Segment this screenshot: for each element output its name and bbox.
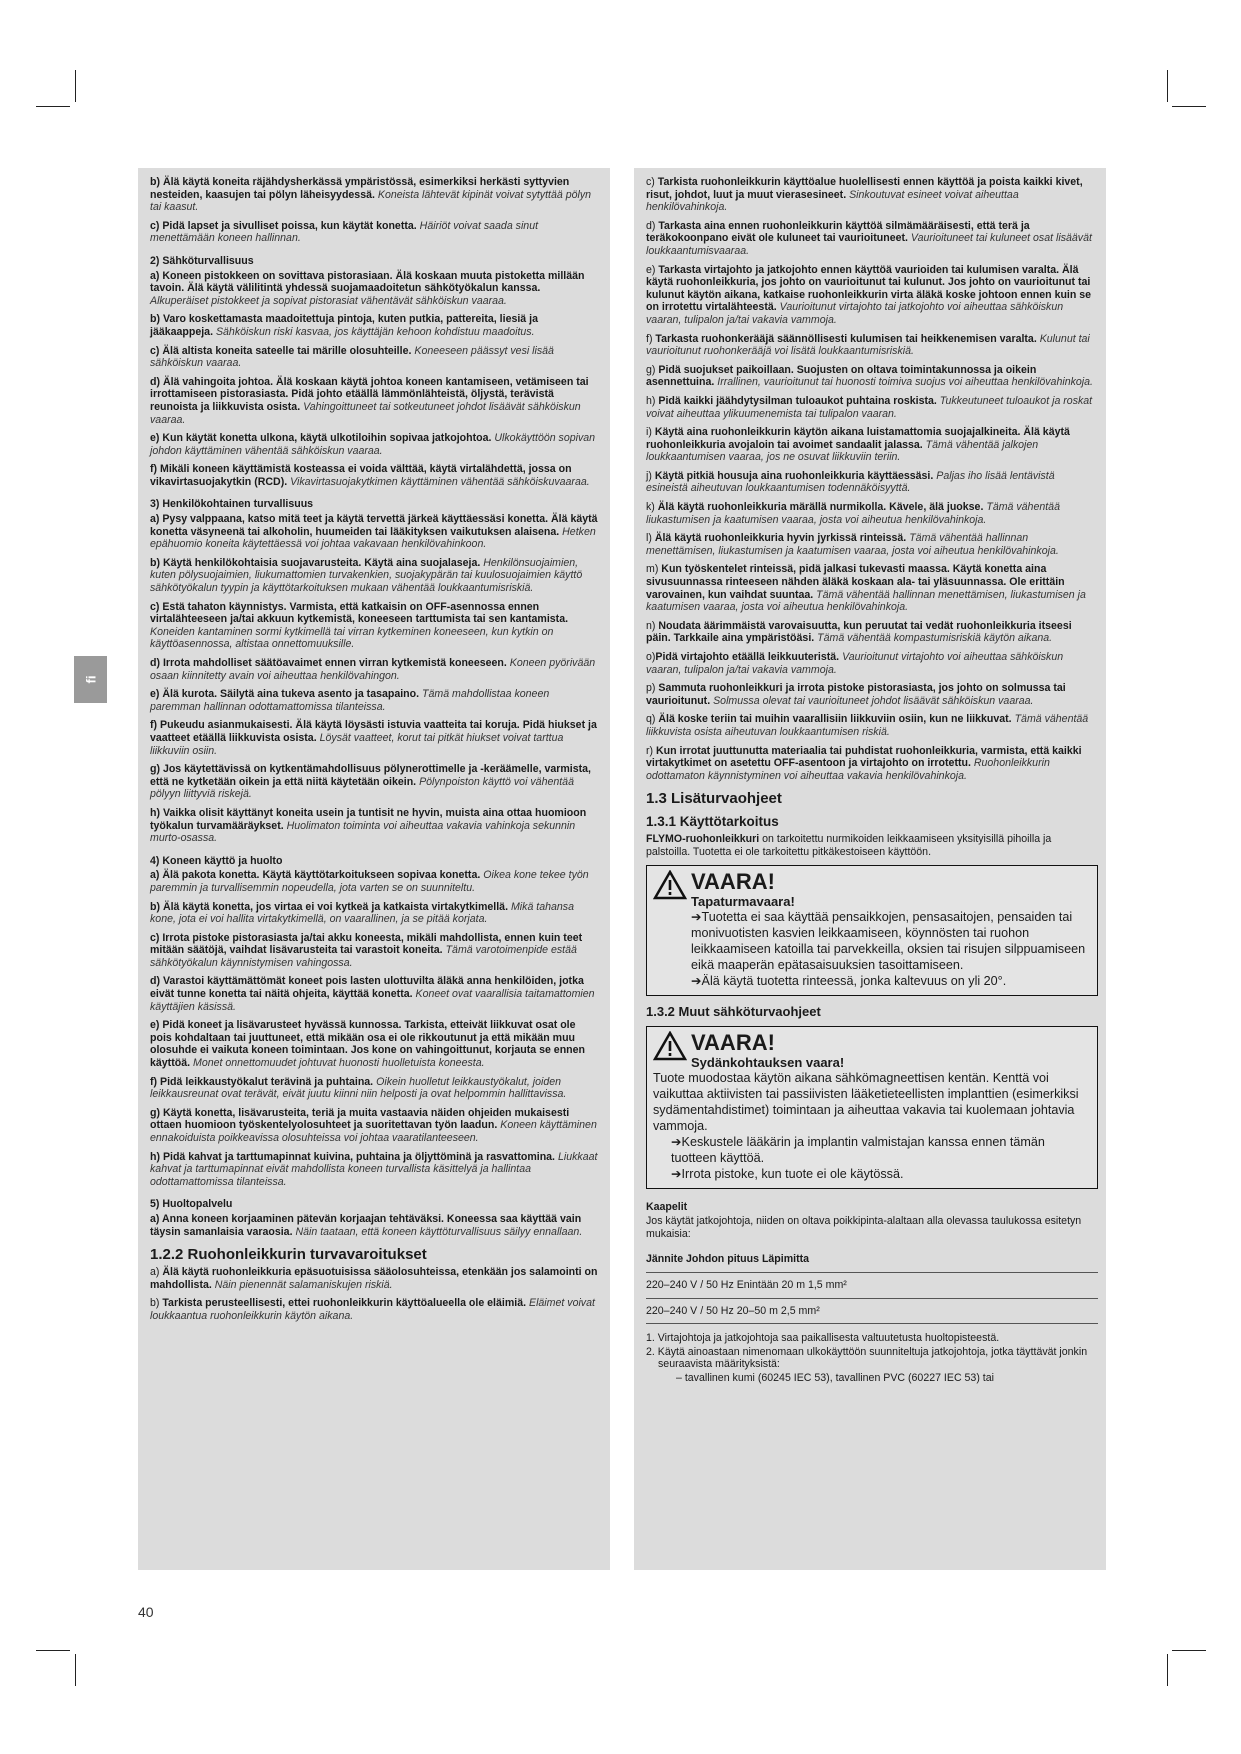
item-reason: Tämä vähentää liukastumisen ja kaatumisen vaaraa, josta voi aiheutua henkilövahinkoja. <box>646 501 1060 526</box>
item-rule: b) Varo koskettamasta maadoitettuja pintoja, kuten putkia, pattereita, liesiä ja jääkaappeja. <box>150 313 538 338</box>
item-rule: f) Pukeudu asianmukaisesti. Älä käytä löysästi istuvia vaatteita tai koruja. Pidä hiukset ja vaatteet etäällä liikkuvista osista. <box>150 719 597 744</box>
item-letter: b) <box>150 1297 163 1310</box>
safety-item <box>150 1151 598 1189</box>
safety-item <box>150 270 598 308</box>
warning-subtitle: Sydänkohtauksen vaara! <box>691 1054 845 1070</box>
safety-item <box>150 557 598 595</box>
item-letter: g) <box>646 363 659 376</box>
safety-item <box>150 313 598 338</box>
crop-mark <box>75 70 76 102</box>
item-rule: d) Älä vahingoita johtoa. Älä koskaan käytä johtoa koneen kantamiseen, vetämiseen tai irrottamiseen pistorasiasta. Pidä johto etäällä lämmönlähteistä, öljystä, terävistä reunoista ja liikkuvista osista. <box>150 375 589 413</box>
safety-item <box>150 869 598 894</box>
safety-item <box>646 176 1098 214</box>
safety-item <box>150 463 598 488</box>
item-letter: i) <box>646 426 655 439</box>
item-rule: Sammuta ruohonleikkuri ja irrota pistoke pistorasiasta, jos johto on solmussa tai vaurioitunut. <box>646 682 1066 707</box>
item-rule: c) Irrota pistoke pistorasiasta ja/tai akku koneesta, mikäli mahdollista, ennen kuin teet mitään säätöjä, vaihdat lisävarusteita tai varastoit koneita. <box>150 931 583 957</box>
item-reason: Tämä varotoimenpide estää sähkötyökalun käynnistymisen vahingossa. <box>150 944 577 969</box>
item-reason: Koneen käyttäminen ennakoiduista poikkeavissa olosuhteissa voi johtaa vaaratilanteeseen. <box>150 1119 597 1144</box>
crop-mark <box>75 1654 76 1686</box>
page-number: 40 <box>138 1604 154 1620</box>
safety-item <box>646 532 1098 557</box>
item-reason: Pölynpoiston käyttö voi vähentää pölyyn liittyviä riskejä. <box>150 775 574 801</box>
table-row: 220–240 V / 50 Hz 20–50 m 2,5 mm² <box>646 1298 1098 1324</box>
item-reason: Tämä vähentää liikkuvista osista aiheutuvan loukkaantumisen riskiä. <box>646 713 1089 738</box>
item-rule: Käytä pitkiä housuja aina ruohonleikkuria käyttäessäsi. <box>654 469 934 482</box>
safety-item <box>150 1076 598 1101</box>
item-letter: j) <box>646 469 655 482</box>
item-rule: e) Pidä koneet ja lisävarusteet hyvässä kunnossa. Tarkista, etteivät liikkuvat osat ole pois kohdaltaan tai juuttuneet, että mikään osa ei ole rikkoutunut ja että mikään muu olosuhde ei vaikuta koneen toimintaan. Jos kone on vahingoittunut, korjauta se ennen käyttöä. <box>150 1019 586 1070</box>
item-reason: Ulkokäyttöön sopivan johdon käyttäminen vähentää sähköiskun vaaraa. <box>150 432 596 457</box>
item-reason: Henkilönsuojaimien, kuten pölysuojaimien, liukumattomien turvakenkien, suojakypärän tai kuulosuojaimien käyttö sähkötyökalun tyypin ja käyttötarkoituksen mukaan vähentää loukkaantumisriskiä. <box>150 556 583 595</box>
crop-mark <box>1167 1654 1168 1686</box>
item-reason: Alkuperäiset pistokkeet ja sopivat pistorasiat vähentävät sähköiskun vaaraa. <box>150 294 507 307</box>
item-rule: b) Älä käytä koneita räjähdysherkässä ympäristössä, esimerkiksi herkästi syttyvien nesteiden, kaasujen tai pölyn läheisyydessä. <box>150 176 570 201</box>
safety-item <box>150 432 598 457</box>
table-header: Jännite Johdon pituus Läpimitta <box>646 1250 1098 1272</box>
warning-header <box>653 870 1091 909</box>
safety-item <box>150 1297 598 1322</box>
item-letter: q) <box>646 713 659 726</box>
item-reason: Koneet ovat vaarallisia taitamattomien käyttäjien käsissä. <box>150 988 595 1013</box>
safety-item <box>646 264 1098 327</box>
item-rule: e) Älä kurota. Säilytä aina tukeva asento ja tasapaino. <box>150 688 420 701</box>
crop-mark <box>1172 1650 1206 1651</box>
safety-item <box>150 719 598 757</box>
item-rule: Pidä virtajohto etäällä leikkuuteristä. <box>655 651 840 663</box>
safety-item <box>150 376 598 426</box>
item-letter: c) <box>646 176 658 188</box>
safety-item <box>150 763 598 801</box>
item-rule: a) Koneen pistokkeen on sovittava pistorasiaan. Älä koskaan muuta pistoketta millään tavoin. Älä käytä välilitintä yhdessä suojamaadoitetun sähkötyökalun kanssa. <box>150 269 585 295</box>
safety-item <box>150 932 598 970</box>
subheading: 3) Henkilökohtainen turvallisuus <box>150 498 314 511</box>
item-reason: Paljas iho lisää lentävistä esineistä aiheutuvan loukkaantumisen todennäköisyyttä. <box>646 469 1055 495</box>
item-rule: g) Käytä konetta, lisävarusteita, teriä ja muita vastaavia näiden ohjeiden mukaisesti ottaen huomioon työskentelyolosuhteet ja suoritettavan työn laadun. <box>150 1106 570 1132</box>
safety-item <box>646 364 1098 389</box>
item-rule: Pidä kaikki jäähdytysilman tuloaukot puhtaina roskista. <box>658 394 937 407</box>
item-reason: Häiriöt voivat saada sinut menettämään koneen hallinnan. <box>150 219 539 245</box>
item-reason: Kulunut tai vaurioitunut ruohonkerääjä voi lisätä loukkaantumisriskiä. <box>646 332 1090 358</box>
item-rule: Noudata äärimmäistä varovaisuutta, kun peruutat tai vedät ruohonleikkuria itseesi päin. Tarkkaile aina ympäristöäsi. <box>646 619 1072 645</box>
safety-item <box>150 601 598 651</box>
item-reason: Tämä vähentää jalkojen loukkaantumisen vaaraa, jos ne osuvat liikkuviin teriin. <box>646 438 1039 464</box>
safety-item <box>646 333 1098 358</box>
item-reason: Koneista lähtevät kipinät voivat sytyttää pölyn tai kaasut. <box>150 188 592 214</box>
warning-body <box>653 1070 1091 1182</box>
item-reason: Oikea kone tekee työn paremmin ja turvallisemmin nopeudella, jota varten se on suunniteltu. <box>150 869 589 894</box>
safety-item <box>646 620 1098 645</box>
item-rule: e) Kun käytät konetta ulkona, käytä ulkotiloihin sopivaa jatkojohtoa. <box>150 432 492 445</box>
note-item: – tavallinen kumi (60245 IEC 53), tavallinen PVC (60227 IEC 53) tai <box>676 1371 994 1384</box>
item-letter: h) <box>646 394 659 407</box>
safety-item <box>150 688 598 713</box>
item-rule: Tarkista ruohonleikkurin käyttöalue huolellisesti ennen käyttöä ja poista kaikki kivet, risut, johdot, luut ja muut vierasesineet. <box>646 176 1083 201</box>
item-reason: Irrallinen, vaurioitunut tai huonosti toimiva suojus voi aiheuttaa henkilövahinkoja. <box>717 376 1093 389</box>
table-row: 220–240 V / 50 Hz Enintään 20 m 1,5 mm² <box>646 1272 1098 1298</box>
item-reason: Sinkoutuvat esineet voivat aiheuttaa henkilövahinkoja. <box>646 188 1019 214</box>
item-reason: Monet onnettomuudet johtuvat huonosti huolletuista koneesta. <box>193 1057 485 1070</box>
safety-item <box>646 395 1098 420</box>
item-reason: Tämä vähentää kompastumisriskiä käytön aikana. <box>817 632 1053 645</box>
item-rule: Pidä suojukset paikoillaan. Suojusten on oltava toimintakunnossa ja oikein asennettuina. <box>646 363 1037 389</box>
crop-mark <box>1167 70 1168 102</box>
note-item: 2. Käytä ainoastaan nimenomaan ulkokäyttöön suunniteltuja jatkojohtoja, jotka täyttävät jonkin seuraavista määrityksistä: <box>646 1345 1088 1371</box>
warning-body <box>653 909 1091 989</box>
safety-item <box>150 807 598 845</box>
warning-item: ➔Älä käytä tuotetta rinteessä, jonka kaltevuus on yli 20°. <box>691 973 1007 988</box>
safety-item <box>150 657 598 682</box>
item-rule: Älä koske teriin tai muihin vaarallisiin liikkuviin osiin, kun ne liikkuvat. <box>658 713 1012 726</box>
item-reason: Koneeseen päässyt vesi lisää sähköiskun vaaraa. <box>150 344 554 370</box>
safety-item <box>150 901 598 926</box>
subheading: 2) Sähköturvallisuus <box>150 254 254 267</box>
warning-triangle-icon <box>653 870 687 900</box>
item-letter: e) <box>646 263 659 276</box>
warning-item: ➔Tuotetta ei saa käyttää pensaikkojen, pensasaitojen, pensaiden tai monivuotisten kasvien leikkaamiseen, köynnösten tai ruohon leikkaamiseen katoilla tai parvekkeilla, oksien tai risujen silppuamiseen eikä maaperän epätasaisuuksien tasoittamiseen. <box>691 909 1086 972</box>
item-rule: b) Käytä henkilökohtaisia suojavarusteita. Käytä aina suojalaseja. <box>150 556 481 569</box>
item-reason: Hetken epähuomio koneita käytettäessä voi johtaa vakavaan henkilövahinkoon. <box>150 525 596 551</box>
item-rule: Älä käytä ruohonleikkuria epäsuotuisissa sääolosuhteissa, etenkään jos salamointi on mahdollista. <box>150 1266 598 1291</box>
item-rule: Älä käytä ruohonleikkuria hyvin jyrkissä rinteissä. <box>654 532 907 545</box>
language-tab <box>74 656 107 703</box>
safety-item <box>646 470 1098 495</box>
item-reason: Vaurioituneet tai kuluneet osat lisäävät loukkaantumisvaaraa. <box>646 232 1092 257</box>
note-item: 1. Virtajohtoja ja jatkojohtoja saa paikallisesta valtuutetusta huoltopisteestä. <box>646 1332 1000 1345</box>
item-letter: k) <box>646 501 658 514</box>
item-rule: Älä käytä ruohonleikkuria märällä nurmikolla. Kävele, älä juokse. <box>657 501 984 514</box>
safety-item <box>150 513 598 551</box>
item-reason: Solmussa olevat tai vaurioituneet johdot lisäävät sähköiskun vaaraa. <box>713 694 1034 707</box>
crop-mark <box>1172 106 1206 107</box>
item-reason: Koneiden kantaminen sormi kytkimellä tai virran kytkeminen koneeseen, kun kytkin on käyttöasennossa, altistaa onnettomuuksille. <box>150 625 554 651</box>
safety-item <box>646 501 1098 526</box>
item-reason: Tämä vähentää hallinnan menettämisen, liukastumisen ja kaatumisen vaaraa, josta voi aiheutua henkilövahinkoja. <box>646 588 1086 614</box>
warning-item: ➔Keskustele lääkärin ja implantin valmistajan kanssa ennen tämän tuotteen käyttöä. <box>671 1134 1045 1165</box>
item-rule: f) Pidä leikkaustyökalut terävinä ja puhtaina. <box>150 1075 374 1088</box>
item-reason: Näin taataan, että koneen käyttöturvallisuus säilyy ennallaan. <box>295 1225 583 1238</box>
warning-triangle-icon <box>653 1031 687 1061</box>
item-reason: Oikein huolletut leikkaustyökalut, joiden leikkausreunat ovat terävät, eivät juutu kiinni niin helposti ja ovat helpommin hallittavissa. <box>150 1075 567 1101</box>
item-reason: Vikavirtasuojakytkimen käyttäminen vähentää sähköiskuvaaraa. <box>290 475 590 488</box>
warning-header <box>653 1031 1091 1070</box>
item-rule: Kun työskentelet rinteissä, pidä jalkasi tukevasti maassa. Käytä konetta aina sivusuunnassa rinteeseen nähden äläkä koskaan ala- tai yläsuunnassa. Ole erittäin varovainen, kun vaihdat suuntaa. <box>646 563 1065 601</box>
item-letter: n) <box>646 619 659 632</box>
cables-text: Jos käytät jatkojohtoja, niiden on oltava poikkipinta-alaltaan alla olevassa taulukossa esitetyn mukaisia: <box>646 1215 1082 1240</box>
item-rule: c) Älä altista koneita sateelle tai märille olosuhteille. <box>150 344 412 357</box>
item-rule: d) Irrota mahdolliset säätöavaimet ennen virran kytkemistä koneeseen. <box>150 657 507 669</box>
safety-item <box>646 651 1098 676</box>
safety-item <box>150 345 598 370</box>
crop-mark <box>36 106 70 107</box>
item-reason: Vahingoittuneet tai sotkeutuneet johdot lisäävät sähköiskun vaaraa. <box>150 400 581 426</box>
warning-subtitle: Tapaturmavaara! <box>691 893 795 909</box>
item-rule: Tarkasta virtajohto ja jatkojohto ennen käyttöä vaurioiden tai kulumisen varalta. Älä käytä ruohonleikkuria, jos johto on vaurioitunut tai kulunut. Jos johto on vaurioitunut tai kulunut käytön aikana, katkaise ruohonleikkurin virta äläkä koske johtoon ennen kuin se on irrotettu virtalähteestä. <box>646 263 1092 314</box>
item-letter: a) <box>150 1266 163 1279</box>
item-reason: Tämä mahdollistaa koneen paremman hallinnan odottamattomissa tilanteissa. <box>150 688 550 713</box>
cables-title: Kaapelit <box>646 1200 688 1213</box>
item-reason: Ruohonleikkurin odottamaton käynnistyminen voi aiheuttaa vakavia henkilövahinkoja. <box>646 757 1050 782</box>
item-letter: r) <box>646 744 656 757</box>
item-reason: Löysät vaatteet, korut tai pitkät hiukset voivat tarttua liikkuviin osiin. <box>150 731 564 757</box>
section-title: 1.3 Lisäturvaohjeet <box>646 790 782 808</box>
item-rule: Tarkasta ruohonkerääjä säännöllisesti kulumisen tai heikkenemisen varalta. <box>655 332 1037 345</box>
notes-list <box>646 1332 1098 1384</box>
subsection-title: 1.3.1 Käyttötarkoitus <box>646 814 779 830</box>
subheading: 5) Huoltopalvelu <box>150 1198 233 1211</box>
item-letter: d) <box>646 219 659 232</box>
safety-item <box>646 426 1098 464</box>
section-title: 1.2.2 Ruohonleikkurin turvavaroitukset <box>150 1246 427 1264</box>
item-rule: h) Pidä kahvat ja tarttumapinnat kuivina, puhtaina ja öljyttöminä ja rasvattomina. <box>150 1150 556 1163</box>
safety-item <box>646 713 1098 738</box>
item-rule: g) Jos käytettävissä on kytkentämahdollisuus pölynerottimelle ja -keräämelle, varmista, että ne kytketään oikein ja että niitä käytetään oikein. <box>150 763 591 788</box>
item-reason: Vaurioitunut virtajohto voi aiheuttaa sähköiskun vaaran, tulipalon ja/tai vakavia vammoja. <box>646 651 1064 676</box>
item-reason: Tukkeutuneet tuloaukot ja roskat voivat aiheuttaa ylikuumenemista tai tulipalon vaaran. <box>646 394 1093 420</box>
item-rule: c) Estä tahaton käynnistys. Varmista, että katkaisin on OFF-asennossa ennen virtalähteeseen ja/tai akkuun kytkemistä, koneeseen tarttumista tai sen kantamista. <box>150 600 569 626</box>
item-rule: Käytä aina ruohonleikkurin käytön aikana luistamattomia suojajalkineita. Älä käytä ruohonleikkuria avojaloin tai avoimet sandaalit jalassa. <box>646 426 1070 451</box>
item-letter: l) <box>646 532 655 545</box>
safety-item <box>150 1266 598 1291</box>
right-column <box>634 168 1106 1570</box>
safety-item <box>150 176 598 214</box>
item-letter: p) <box>646 682 659 695</box>
safety-item <box>150 1213 598 1238</box>
intended-use-text <box>646 833 1098 858</box>
left-column <box>138 168 610 1570</box>
item-reason: Huolimaton toiminta voi aiheuttaa vakavia vahinkoja sekunnin murto-osassa. <box>150 819 576 845</box>
subsection-title: 1.3.2 Muut sähköturvaohjeet <box>646 1003 821 1019</box>
intended-use-body: on tarkoitettu nurmikoiden leikkaamiseen yksityisillä pihoilla ja palstoilla. Tuotetta ei ole tarkoitettu pitkäkestoiseen käyttöön. <box>646 833 1052 858</box>
safety-item <box>150 975 598 1013</box>
item-rule: b) Älä käytä konetta, jos virtaa ei voi kytkeä ja katkaista virtakytkimellä. <box>150 900 509 913</box>
product-name: FLYMO-ruohonleikkuri <box>646 833 760 846</box>
safety-item <box>150 1107 598 1145</box>
item-rule: a) Anna koneen korjaaminen pätevän korjaajan tehtäväksi. Koneessa saa käyttää vain täysin samanlaisia varaosia. <box>150 1212 582 1238</box>
item-reason: Mikä tahansa kone, jota ei voi hallita virtakytkimellä, on vaarallinen, ja se pitää korjata. <box>150 900 574 926</box>
warning-item: ➔Irrota pistoke, kun tuote ei ole käytössä. <box>671 1166 904 1181</box>
item-rule: Kun irrotat juuttunutta materiaalia tai puhdistat ruohonleikkuria, varmista, että kaikki virtakytkimet on asetettu OFF-asentoon ja virtajohto on irrotettu. <box>646 744 1082 770</box>
safety-item <box>646 745 1098 783</box>
item-rule: Tarkista perusteellisesti, ettei ruohonleikkurin käyttöalueella ole eläimiä. <box>162 1297 527 1310</box>
safety-item <box>646 563 1098 613</box>
item-rule: a) Pysy valppaana, katso mitä teet ja käytä tervettä järkeä käyttäessäsi konetta. Älä käytä konetta väsyneenä tai alkoholin, huumeiden tai lääkityksen vaikutuksen alaisena. <box>150 513 598 538</box>
safety-item <box>646 682 1098 707</box>
warning-title: VAARA! <box>691 1029 775 1055</box>
item-reason: Näin pienennät salamaniskujen riskiä. <box>214 1278 393 1291</box>
safety-item <box>150 220 598 245</box>
item-letter: f) <box>646 332 656 345</box>
item-reason: Liukkaat kahvat ja tarttumapinnat eivät mahdollista koneen turvallista käsittelyä ja hallintaa odottamattomissa tilanteissa. <box>150 1150 598 1188</box>
item-rule: f) Mikäli koneen käyttämistä kosteassa ei voida välttää, käytä virtalähdettä, jossa on vikavirtasuojakytkin (RCD). <box>150 463 572 488</box>
warning-text: Tuote muodostaa käytön aikana sähkömagneettisen kentän. Kenttä voi vaikuttaa aktiivisten tai passiivisten lääketieteellisten implanttien (esimerkiksi sydämentahdistimet) toimintaan ja aiheuttaa vakavia tai kuolemaan johtavia vammoja. <box>653 1070 1079 1133</box>
cable-table <box>646 1250 1098 1324</box>
language-tab-label: fi <box>82 675 98 684</box>
warning-title: VAARA! <box>691 868 775 894</box>
item-reason: Tämä vähentää hallinnan menettämisen, liukastumisen ja kaatumisen vaaraa, josta voi aiheutua henkilövahinkoja. <box>646 532 1059 557</box>
item-rule: c) Pidä lapset ja sivulliset poissa, kun käytät konetta. <box>150 219 417 232</box>
safety-item <box>646 220 1098 258</box>
warning-box <box>646 1026 1098 1189</box>
item-reason: Eläimet voivat loukkaantua ruohonleikkurin käytön aikana. <box>150 1297 595 1322</box>
item-reason: Vaurioitunut virtajohto tai jatkojohto voi aiheuttaa sähköiskun vaaran, tulipalon ja/tai vakavia vammoja. <box>646 301 1064 326</box>
warning-box <box>646 865 1098 996</box>
item-rule: a) Älä pakota konetta. Käytä käyttötarkoitukseen sopivaa konetta. <box>150 869 481 882</box>
item-reason: Sähköiskun riski kasvaa, jos käyttäjän kehoon kohdistuu maadoitus. <box>215 325 535 338</box>
item-rule: h) Vaikka olisit käyttänyt koneita usein ja tuntisit ne hyvin, muista aina ottaa huomioon työkalun turvamääräykset. <box>150 806 587 832</box>
item-letter: o) <box>646 651 656 663</box>
safety-item <box>150 1019 598 1069</box>
item-rule: d) Varastoi käyttämättömät koneet pois lasten ulottuvilta äläkä anna henkilöiden, jotka eivät tunne konetta tai näitä ohjeita, käyttää konetta. <box>150 975 584 1001</box>
crop-mark <box>36 1650 70 1651</box>
right-items <box>646 176 1098 782</box>
item-letter: m) <box>646 563 662 576</box>
subheading: 4) Koneen käyttö ja huolto <box>150 854 283 867</box>
item-reason: Koneen pyörivään osaan kiinnitetty avain voi aiheuttaa henkilövahingon. <box>150 657 596 682</box>
item-rule: Tarkasta aina ennen ruohonleikkurin käyttöä silmämääräisesti, että terä ja teräkokoonpano eivät ole kuluneet tai vaurioituneet. <box>646 219 1030 245</box>
